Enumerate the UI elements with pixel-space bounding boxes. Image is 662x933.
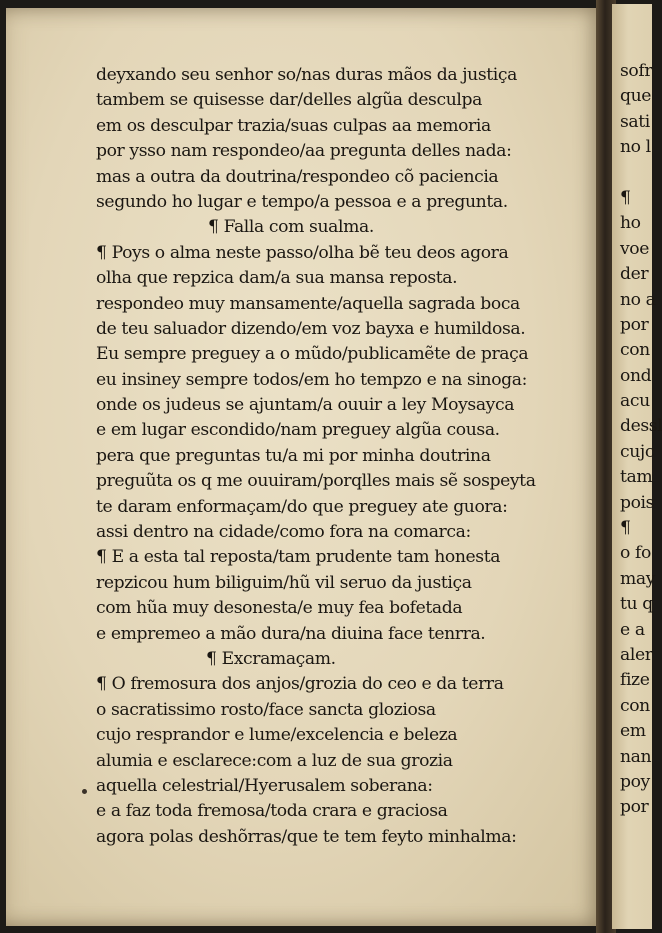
text-line: e a faz toda fremosa/toda crara e graciosa	[96, 801, 448, 822]
text-line: ¶ Excramaçam.	[206, 648, 336, 669]
facing-text-fragment: por	[620, 314, 649, 335]
facing-text-fragment: o fo	[620, 543, 651, 564]
text-line: olha que repzica dam/a sua mansa reposta.	[96, 268, 458, 289]
text-line: ¶ E a esta tal reposta/tam prudente tam honesta	[96, 547, 501, 568]
facing-text-fragment: der	[620, 264, 649, 285]
text-line: aquella celestrial/Hyerusalem soberana:	[96, 775, 433, 796]
left-page	[6, 8, 606, 926]
facing-text-fragment: ho	[620, 213, 641, 234]
text-line: repzicou hum biliguim/hũ vil seruo da justiça	[96, 572, 472, 593]
text-line: por ysso nam respondeo/aa pregunta delles nada:	[96, 141, 512, 162]
facing-text-fragment: poy	[620, 771, 650, 792]
facing-text-fragment: acu	[620, 391, 650, 412]
text-line: ¶ O fremosura dos anjos/grozia do ceo e da terra	[96, 674, 504, 695]
facing-text-fragment: cujc	[620, 441, 655, 462]
text-line: eu insiney sempre todos/em ho tempzo e na sinoga:	[96, 369, 528, 390]
text-line: em os desculpar trazia/suas culpas aa memoria	[96, 115, 491, 136]
facing-text-fragment: ond	[620, 365, 652, 386]
text-line: preguũta os q me ouuiram/porqlles mais sẽ sospeyta	[96, 471, 536, 492]
facing-text-fragment: may	[620, 568, 656, 589]
facing-text-fragment: aler	[620, 644, 653, 665]
text-line: agora polas deshõrras/que te tem feyto minhalma:	[96, 826, 517, 847]
text-line: com hũa muy desonesta/e muy fea bofetada	[96, 598, 463, 619]
facing-page-text	[620, 59, 660, 821]
text-line: pera que preguntas tu/a mi por minha doutrina	[96, 445, 491, 466]
facing-text-fragment: con	[620, 695, 650, 716]
facing-text-fragment: tu q	[620, 594, 653, 615]
facing-text-fragment	[620, 161, 660, 186]
text-line: alumia e esclarece:com a luz de sua grozia	[96, 750, 453, 771]
facing-text-fragment: sofr	[620, 61, 653, 81]
facing-text-fragment: e a	[620, 619, 645, 640]
text-line: mas a outra da doutrina/respondeo cõ paciencia	[96, 166, 499, 187]
facing-text-fragment: que	[620, 86, 652, 107]
facing-text-fragment: fize	[620, 670, 650, 691]
text-line: o sacratissimo rosto/face sancta gloziosa	[96, 699, 436, 720]
facing-text-fragment: dessl	[620, 416, 662, 437]
facing-text-fragment: nan	[620, 746, 652, 767]
facing-text-fragment: no l	[620, 137, 651, 158]
ink-speck	[82, 789, 87, 794]
text-line: respondeo muy mansamente/aquella sagrada boca	[96, 293, 520, 314]
facing-page-edge	[612, 4, 662, 929]
facing-text-fragment: ¶	[620, 187, 631, 208]
facing-text-fragment: por	[620, 797, 649, 818]
facing-text-fragment: con	[620, 340, 650, 361]
text-line: tambem se quisesse dar/delles algũa desculpa	[96, 90, 482, 111]
text-line: segundo ho lugar e tempo/a pessoa e a pregunta.	[96, 191, 508, 212]
text-line: assi dentro na cidade/como fora na comarca:	[96, 522, 471, 543]
facing-text-fragment: tam	[620, 467, 653, 488]
text-line: Eu sempre preguey a o mũdo/publicamẽte de praça	[96, 344, 529, 365]
facing-text-fragment: ¶	[620, 518, 631, 539]
facing-text-fragment: em	[620, 721, 646, 742]
facing-text-fragment: no a	[620, 289, 656, 310]
text-line: ¶ Falla com sualma.	[208, 217, 374, 238]
facing-text-fragment: pois	[620, 492, 655, 513]
text-line: ¶ Poys o alma neste passo/olha bẽ teu deos agora	[96, 242, 509, 263]
text-line: te daram enformaçam/do que preguey ate guora:	[96, 496, 508, 517]
text-line: de teu saluador dizendo/em voz bayxa e humildosa.	[96, 318, 526, 339]
text-line: e empremeo a mão dura/na diuina face tenrra.	[96, 623, 486, 644]
text-line: deyxando seu senhor so/nas duras mãos da justiça	[96, 65, 517, 85]
page-text-block	[96, 63, 616, 850]
text-line: onde os judeus se ajuntam/a ouuir a ley Moysayca	[96, 395, 515, 416]
text-line: cujo resprandor e lume/excelencia e beleza	[96, 725, 458, 746]
facing-text-fragment: voe	[620, 238, 650, 259]
text-line: e em lugar escondido/nam preguey algũa cousa.	[96, 420, 500, 441]
facing-text-fragment: sati	[620, 111, 650, 132]
